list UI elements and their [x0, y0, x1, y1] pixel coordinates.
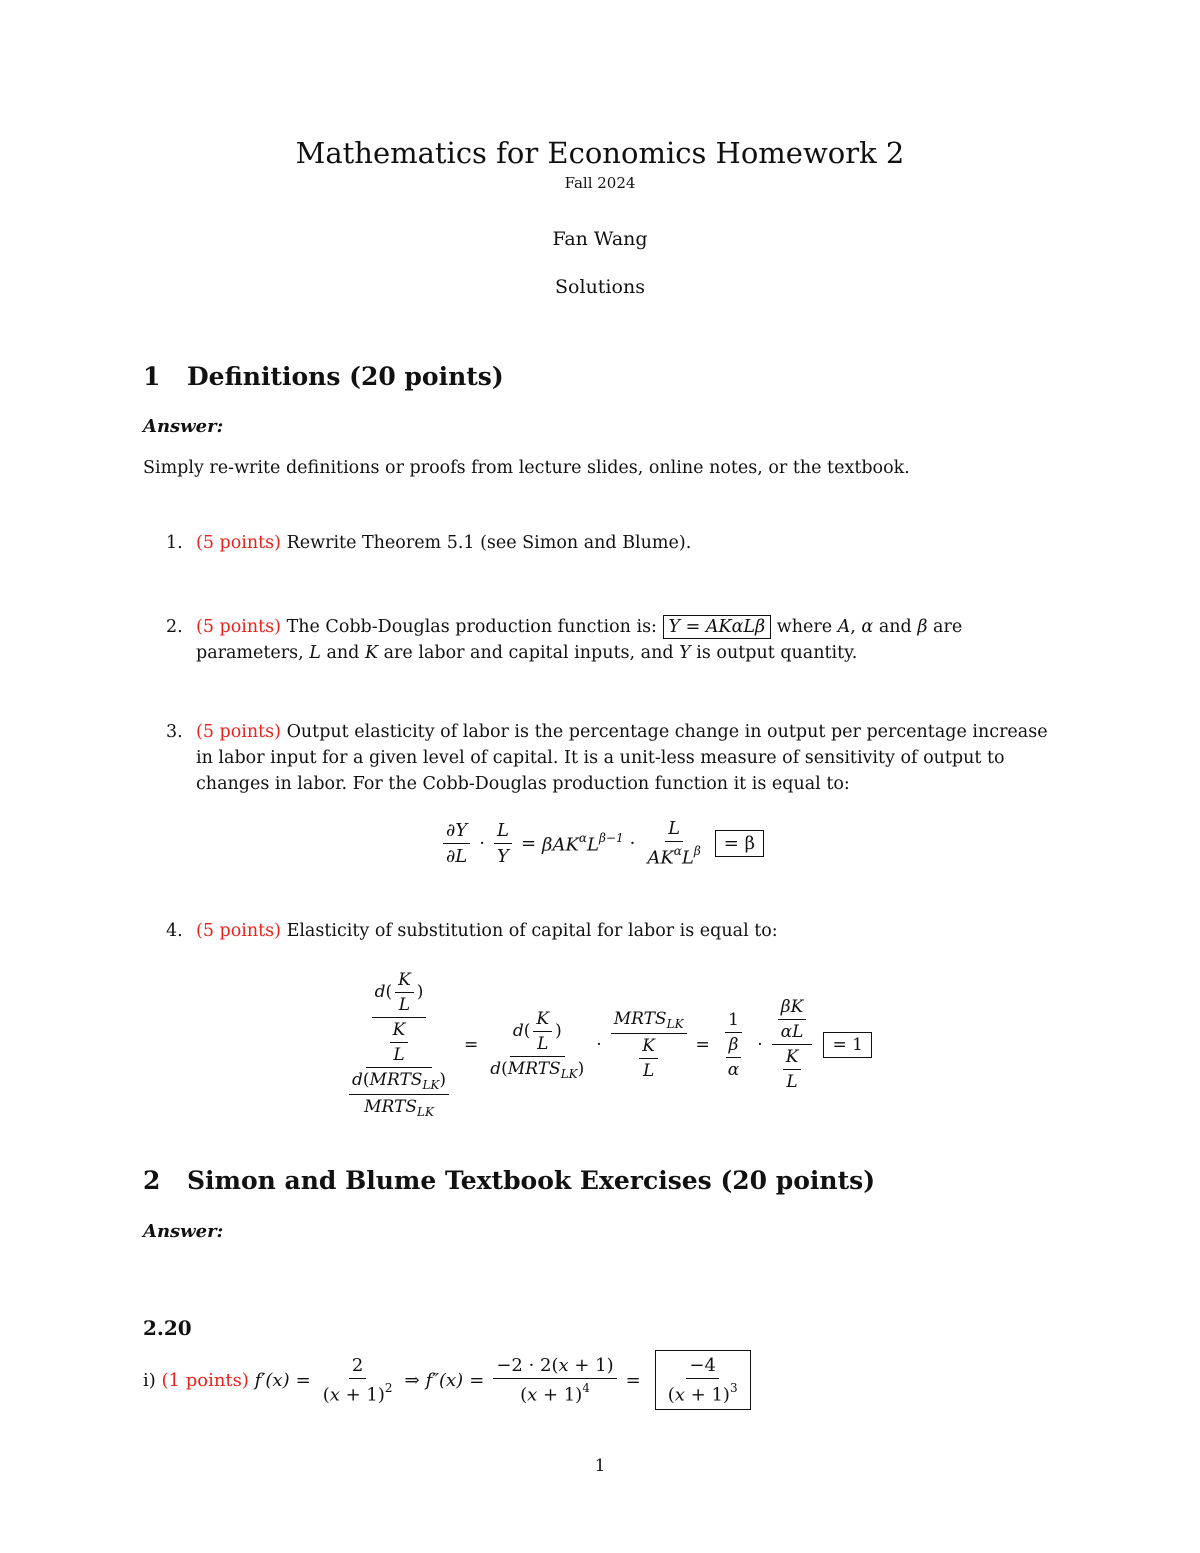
item-points: (5 points): [196, 617, 281, 637]
output-elasticity-equation: $\frac{\partial Y}{\partial L}$ · $\frac{L}{Y}$ = $\beta AK^\alpha L^{\beta-1}$ · $\frac{L}{AK^\alpha L^\beta}$ = β: [440, 818, 764, 868]
item-label: 2.: [166, 617, 183, 637]
definition-item-1: [166, 530, 692, 556]
elasticity-substitution-equation: d( $\frac{K}{L}$ ) $\frac{K}{L}$ $\frac{d(MRTS_{LK})}{MRTS_{LK}}$ = d( $\frac{K}{L}$ ) $d(MRTS_{LK})$ · $\frac{MRTS_{LK}}{\frac{K}{L}}$ = $\frac{1}{\frac{\beta}{\alpha}}$ · $\frac{\frac{\beta K}{\alpha L}}{\frac{K}{L}}$ = 1: [340, 970, 872, 1119]
definition-item-2: 2. (5 points) The Cobb-Douglas production function is: Y = AKαLβ where A, α and β are parameters, L and K are labor and capital inputs, and Y is output quantity.: [196, 614, 1061, 666]
section-1-title: Definitions (20 points): [187, 362, 504, 391]
definition-item-3: 3. (5 points) Output elasticity of labor is the percentage change in output per percentage increase in labor input for a given level of capital. It is a unit-less measure of sensitivity of output to changes in labor. For the Cobb-Douglas production function it is equal to:: [196, 719, 1066, 797]
item-label: 3.: [166, 722, 183, 742]
item-points: (5 points): [196, 533, 281, 553]
item-points: (5 points): [196, 921, 281, 941]
item-text: The Cobb-Douglas production function is:: [286, 617, 657, 637]
section-1-intro: Simply re-write definitions or proofs from lecture slides, online notes, or the textbook.: [143, 458, 910, 478]
item-points: (5 points): [196, 722, 281, 742]
page-number: 1: [594, 1456, 606, 1476]
item-text: Rewrite Theorem 5.1 (see Simon and Blume).: [286, 533, 692, 553]
section-2-heading: [143, 1166, 875, 1195]
part-points: (1 points): [161, 1369, 249, 1391]
page-title: Mathematics for Economics Homework 2: [295, 136, 905, 170]
exercise-number: 2.20: [143, 1316, 192, 1340]
section-2-answer-label: Answer:: [143, 1221, 224, 1242]
definition-item-4: 4. (5 points) Elasticity of substitution of capital for labor is equal to:: [196, 918, 778, 944]
elasticity-result: = β: [715, 830, 764, 857]
substitution-result: = 1: [823, 1032, 871, 1058]
document-subtitle: Solutions: [555, 276, 645, 298]
section-1-heading: [143, 362, 504, 391]
section-1-answer-label: Answer:: [143, 416, 224, 437]
item-label: 1.: [166, 533, 183, 553]
item-label: 4.: [166, 921, 183, 941]
section-1-number: 1: [143, 362, 161, 391]
section-2-title: Simon and Blume Textbook Exercises (20 points): [187, 1166, 876, 1195]
cobb-douglas-formula: Y = AKαLβ: [663, 615, 772, 639]
author: Fan Wang: [552, 228, 648, 250]
exercise-part-i: i) (1 points) f′(x) = $\frac{2}{(x + 1)^2}$ ⇒ f″(x) = $\frac{-2 \cdot 2(x + 1)}{(x + 1)^4}$ = $\frac{-4}{(x + 1)^3}$: [143, 1350, 751, 1410]
section-2-number: 2: [143, 1166, 161, 1195]
part-label: i): [143, 1369, 156, 1391]
term: Fall 2024: [564, 174, 636, 192]
